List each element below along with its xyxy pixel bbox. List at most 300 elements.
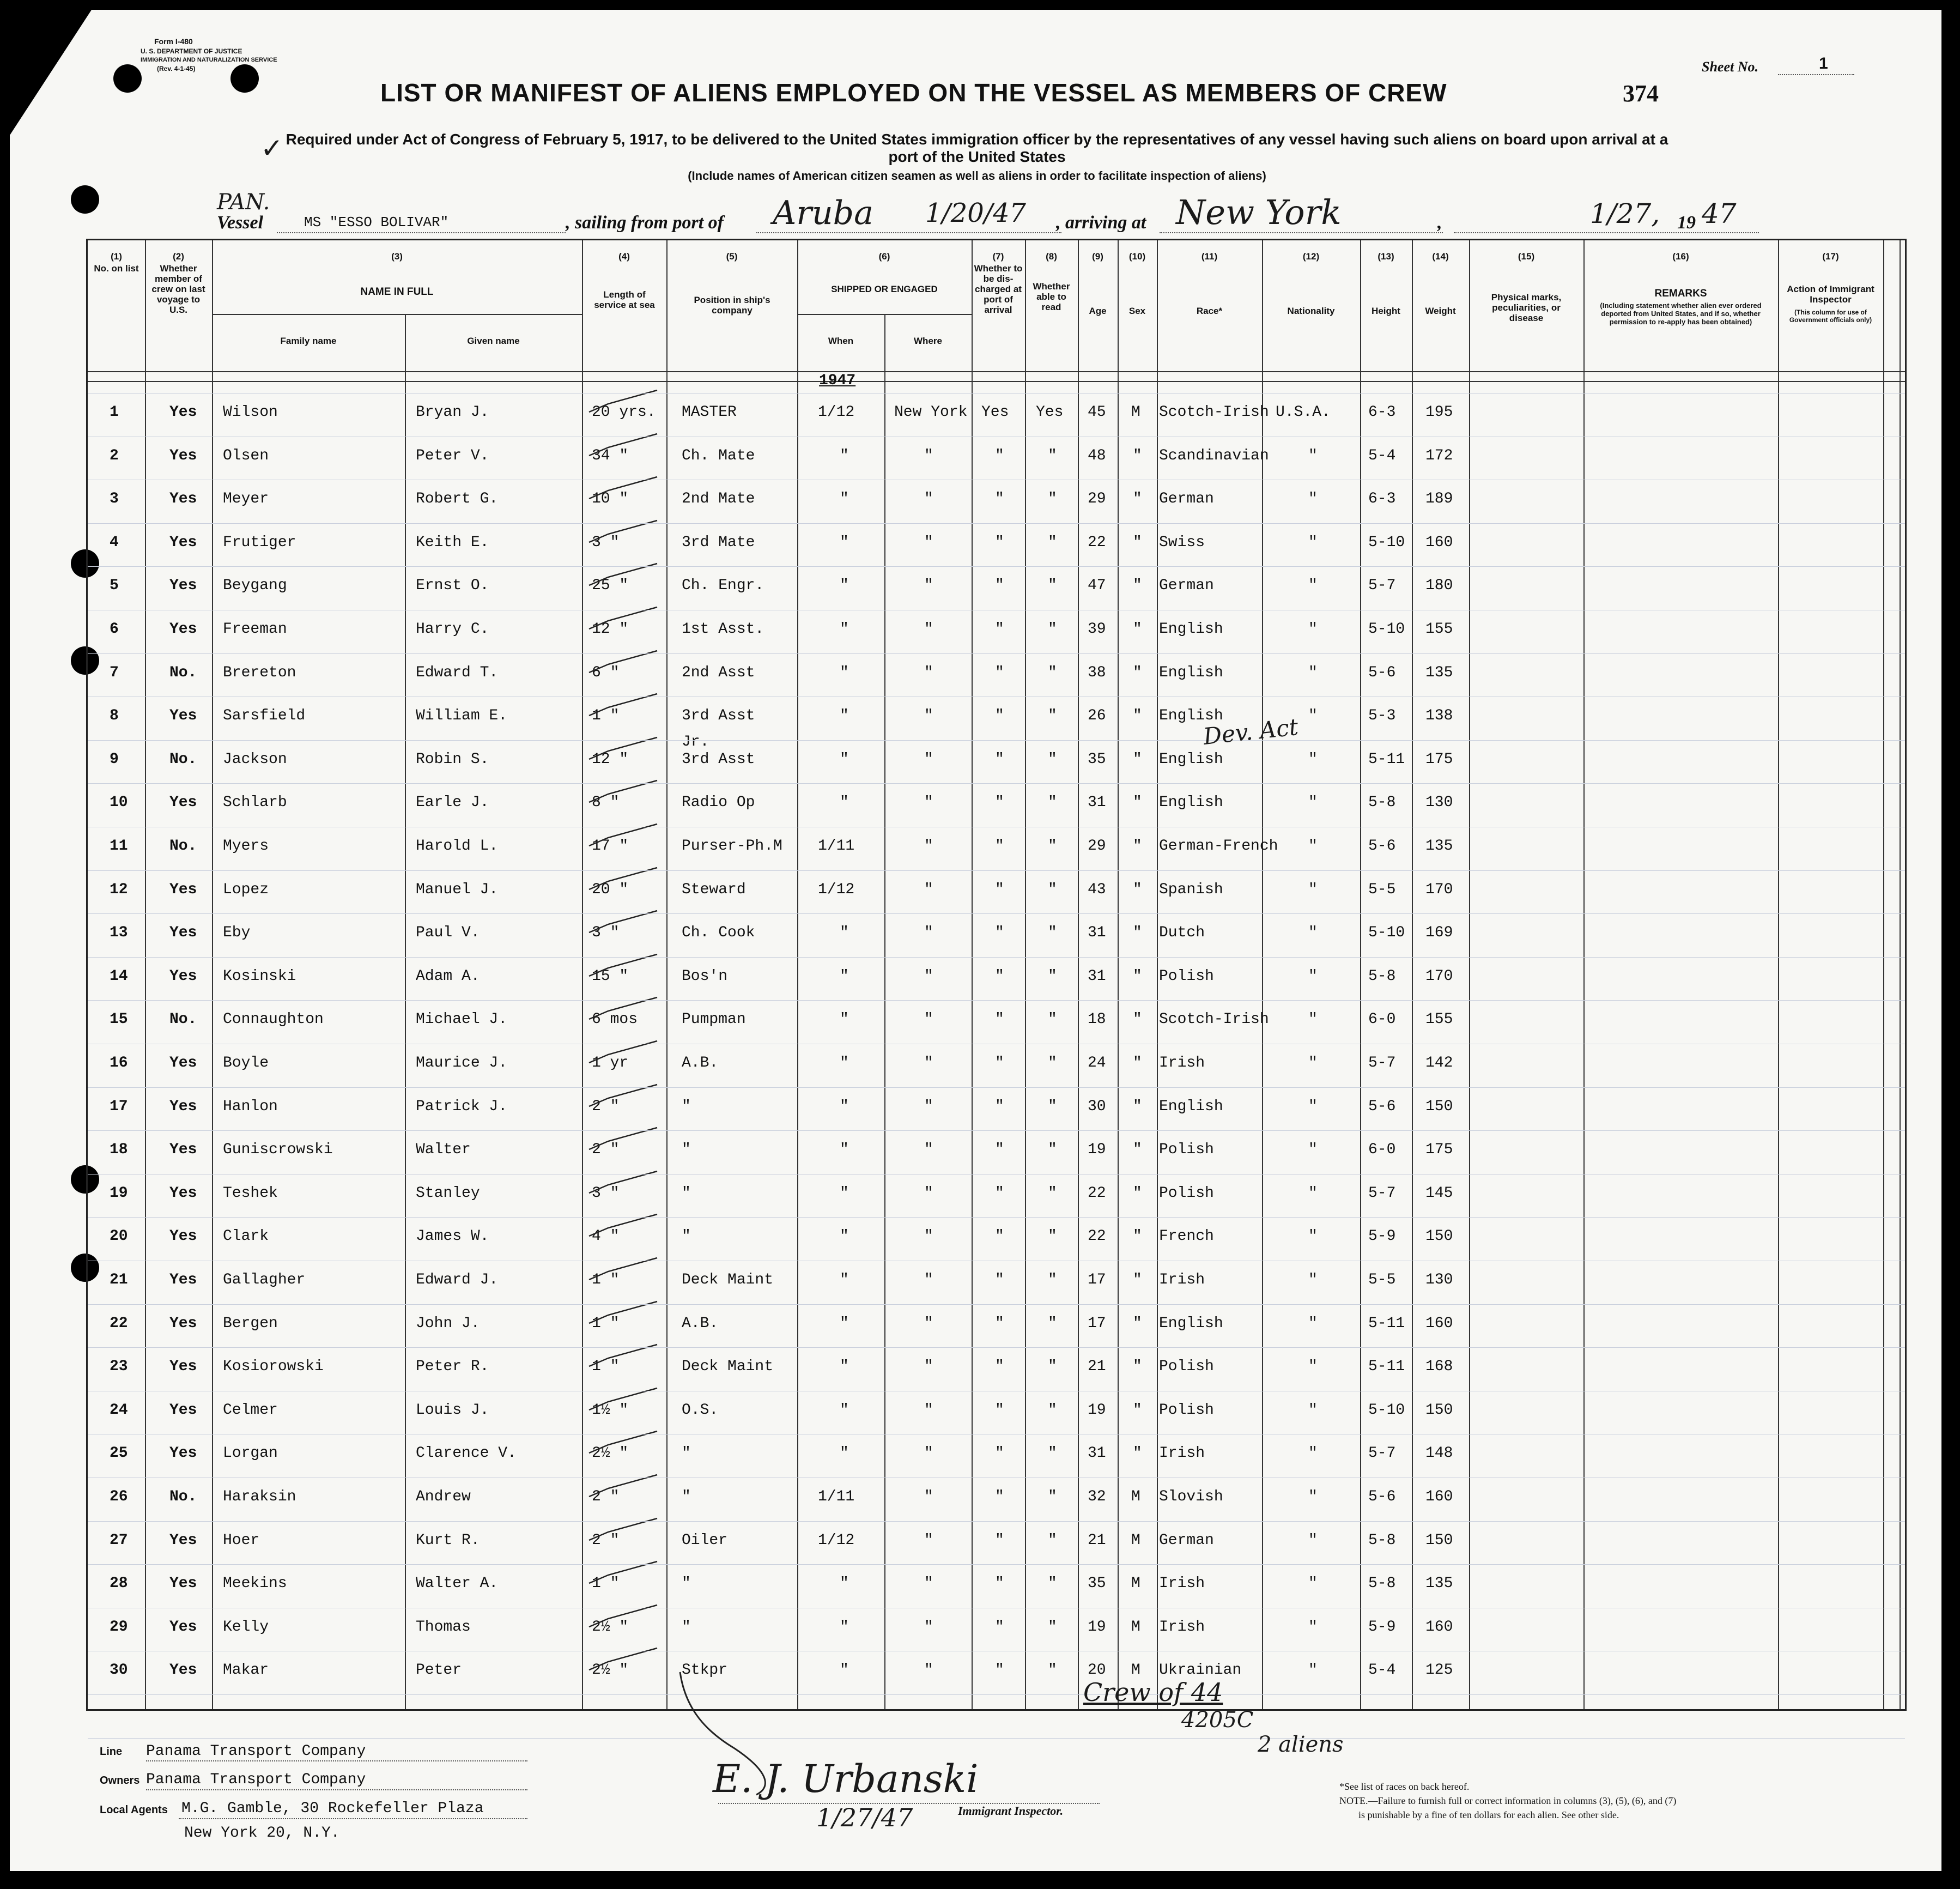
cell-family-name: Hanlon: [223, 1098, 278, 1115]
cell-family-name: Kosinski: [223, 967, 296, 985]
cell-sex: ": [1133, 1445, 1142, 1462]
cell-able-to-read: ": [1048, 1358, 1057, 1376]
cell-family-name: Guniscrowski: [223, 1141, 333, 1159]
cell-weight: 170: [1425, 967, 1453, 985]
check-tick-stroke: [586, 865, 663, 898]
cell-age: 29: [1088, 838, 1106, 855]
cell-able-to-read: ": [1048, 447, 1057, 464]
cell-discharged: ": [995, 1098, 1004, 1115]
cell-discharged: ": [995, 924, 1004, 942]
cell-able-to-read: ": [1048, 1228, 1057, 1245]
cell-shipped-where: ": [924, 447, 933, 464]
cell-last-voyage: Yes: [169, 707, 197, 725]
cell-height: 5-8: [1368, 1531, 1396, 1549]
col4-num: (4): [618, 251, 630, 262]
cell-shipped-where: ": [924, 707, 933, 725]
cell-height: 5-4: [1368, 1662, 1396, 1679]
cell-shipped-where: ": [924, 1575, 933, 1593]
cell-position: Oiler: [682, 1531, 728, 1549]
cell-last-voyage: No.: [169, 838, 197, 855]
cell-nationality: ": [1308, 1055, 1318, 1071]
cell-shipped-when: 1/11: [818, 1488, 855, 1505]
col16-header: REMARKS: [1654, 288, 1707, 299]
line-value: Panama Transport Company: [146, 1743, 366, 1760]
cell-weight: 148: [1425, 1445, 1453, 1462]
cell-height: 5-7: [1368, 1184, 1396, 1202]
cell-last-voyage: No.: [169, 1488, 197, 1505]
cell-nationality: ": [1308, 1141, 1318, 1159]
cell-age: 19: [1088, 1618, 1106, 1636]
check-tick-stroke: [586, 995, 663, 1027]
form-service: IMMIGRATION AND NATURALIZATION SERVICE: [141, 57, 277, 63]
cell-race: German: [1159, 577, 1214, 595]
cell-sex: ": [1133, 1098, 1142, 1115]
check-tick-stroke: [586, 518, 663, 550]
cell-last-voyage: Yes: [169, 1098, 197, 1115]
stamp-number: 374: [1623, 80, 1659, 107]
check-tick-stroke: [586, 1472, 663, 1505]
cell-family-name: Teshek: [223, 1184, 278, 1202]
cell-family-name: Frutiger: [223, 534, 296, 551]
cell-row-number: 13: [110, 924, 128, 942]
check-tick-stroke: [586, 778, 663, 810]
cell-age: 24: [1088, 1055, 1106, 1071]
cell-race: Irish: [1159, 1618, 1205, 1636]
cell-service-length: 1 ": [592, 1358, 620, 1376]
cell-given-name: William E.: [416, 707, 508, 725]
cell-last-voyage: No.: [169, 664, 197, 681]
col10-num: (10): [1128, 251, 1146, 262]
cell-family-name: Meekins: [223, 1575, 287, 1593]
cell-given-name: Robin S.: [416, 750, 489, 768]
cell-able-to-read: ": [1048, 577, 1057, 595]
cell-given-name: Harold L.: [416, 838, 499, 855]
cell-sex: ": [1133, 1401, 1142, 1419]
cell-race: German-French: [1159, 838, 1278, 855]
col7-num: (7): [992, 251, 1004, 262]
cell-nationality: ": [1308, 534, 1318, 551]
cell-given-name: Peter: [416, 1662, 462, 1679]
cell-able-to-read: ": [1048, 750, 1057, 768]
page-title: LIST OR MANIFEST OF ALIENS EMPLOYED ON THE VESSEL AS MEMBERS OF CREW: [380, 78, 1447, 107]
cell-service-length: 2½ ": [592, 1618, 629, 1636]
cell-last-voyage: Yes: [169, 794, 197, 812]
cell-row-number: 9: [110, 750, 119, 768]
cell-weight: 135: [1425, 1575, 1453, 1593]
ruled-line: [88, 1217, 1905, 1218]
cell-discharged: ": [995, 1575, 1004, 1593]
cell-row-number: 11: [110, 838, 128, 855]
col12-num: (12): [1302, 251, 1320, 262]
cell-able-to-read: ": [1048, 924, 1057, 942]
inspector-label: Immigrant Inspector.: [958, 1804, 1064, 1818]
subtitle-port: port of the United States: [888, 148, 1066, 165]
col8-header: Whether able to read: [1033, 281, 1070, 312]
cell-height: 5-6: [1368, 1098, 1396, 1115]
cell-nationality: ": [1308, 881, 1318, 898]
form-department: U. S. DEPARTMENT OF JUSTICE: [141, 47, 242, 55]
cell-age: 38: [1088, 664, 1106, 681]
cell-height: 6-3: [1368, 491, 1396, 508]
cell-given-name: Edward J.: [416, 1272, 499, 1288]
cell-family-name: Connaughton: [223, 1011, 324, 1028]
cell-service-length: 1 ": [592, 1575, 620, 1593]
cell-sex: M: [1131, 404, 1140, 421]
punch-hole: [113, 64, 142, 93]
cell-row-number: 10: [110, 794, 128, 812]
cell-weight: 130: [1425, 794, 1453, 812]
cell-family-name: Celmer: [223, 1401, 278, 1419]
cell-weight: 138: [1425, 707, 1453, 725]
cell-sex: ": [1133, 621, 1142, 638]
cell-weight: 150: [1425, 1228, 1453, 1245]
cell-shipped-when: ": [840, 707, 849, 725]
cell-family-name: Freeman: [223, 621, 287, 638]
cell-position: ": [682, 1445, 691, 1462]
cell-race: Polish: [1159, 1141, 1214, 1159]
cell-row-number: 3: [110, 491, 119, 508]
cell-race: English: [1159, 707, 1223, 725]
cell-discharged: ": [995, 1618, 1004, 1636]
cell-last-voyage: Yes: [169, 621, 197, 638]
cell-age: 18: [1088, 1011, 1106, 1028]
cell-shipped-where: ": [924, 794, 933, 812]
cell-row-number: 20: [110, 1228, 128, 1245]
form-number: Form I-480: [154, 37, 193, 46]
cell-row-number: 24: [110, 1401, 128, 1419]
cell-service-length: 1 ": [592, 707, 620, 725]
ruled-line: [88, 957, 1905, 958]
ruled-line: [88, 523, 1905, 524]
remark-dev-act: Dev. Act: [1202, 713, 1300, 750]
cell-age: 21: [1088, 1531, 1106, 1549]
cell-discharged: ": [995, 577, 1004, 595]
check-tick-stroke: [586, 952, 663, 984]
cell-able-to-read: ": [1048, 1575, 1057, 1593]
cell-able-to-read: ": [1048, 1618, 1057, 1636]
agents-value-1: M.G. Gamble, 30 Rockefeller Plaza: [181, 1800, 484, 1817]
cell-race: Ukrainian: [1159, 1662, 1242, 1679]
col6a-header: When: [828, 336, 854, 346]
cell-discharged: ": [995, 1531, 1004, 1549]
cell-height: 5-7: [1368, 577, 1396, 595]
cell-last-voyage: Yes: [169, 1228, 197, 1245]
cell-sex: ": [1133, 750, 1142, 768]
col3b-header: Given name: [467, 336, 520, 346]
cell-weight: 150: [1425, 1401, 1453, 1419]
cell-last-voyage: Yes: [169, 1531, 197, 1549]
cell-height: 5-10: [1368, 924, 1405, 942]
cell-nationality: ": [1308, 838, 1318, 855]
cell-given-name: Paul V.: [416, 924, 480, 942]
cell-discharged: ": [995, 881, 1004, 898]
cell-nationality: ": [1308, 1618, 1318, 1636]
cell-sex: ": [1133, 881, 1142, 898]
cell-sex: M: [1131, 1575, 1140, 1593]
cell-shipped-where: ": [924, 750, 933, 768]
cell-service-length: 4 ": [592, 1228, 620, 1245]
cell-able-to-read: ": [1048, 534, 1057, 551]
cell-given-name: Kurt R.: [416, 1531, 480, 1549]
cell-age: 19: [1088, 1401, 1106, 1419]
cell-weight: 160: [1425, 1315, 1453, 1332]
cell-shipped-when: ": [840, 1618, 849, 1636]
sailing-label: , sailing from port of: [566, 213, 724, 233]
cell-shipped-when: ": [840, 1358, 849, 1376]
cell-shipped-when: 1/12: [818, 404, 855, 421]
cell-shipped-when: ": [840, 491, 849, 508]
cell-family-name: Bergen: [223, 1315, 278, 1332]
cell-age: 26: [1088, 707, 1106, 725]
arriving-label: , arriving at: [1056, 213, 1146, 233]
cell-nationality: ": [1308, 1575, 1318, 1593]
cell-shipped-where: ": [924, 577, 933, 595]
cell-row-number: 16: [110, 1055, 128, 1071]
cell-discharged: ": [995, 1141, 1004, 1159]
check-tick-stroke: [586, 691, 663, 724]
cell-position: 1st Asst.: [682, 621, 764, 638]
cell-shipped-when: ": [840, 1272, 849, 1288]
cell-race: English: [1159, 664, 1223, 681]
cell-last-voyage: Yes: [169, 924, 197, 942]
cell-weight: 135: [1425, 838, 1453, 855]
col1-header: No. on list: [94, 263, 139, 274]
cell-age: 47: [1088, 577, 1106, 595]
cell-age: 48: [1088, 447, 1106, 464]
cell-weight: 189: [1425, 491, 1453, 508]
cell-last-voyage: Yes: [169, 534, 197, 551]
cell-shipped-when: ": [840, 621, 849, 638]
cell-able-to-read: ": [1048, 1272, 1057, 1288]
check-tick-stroke: [586, 1255, 663, 1288]
cell-weight: 172: [1425, 447, 1453, 464]
cell-able-to-read: ": [1048, 1315, 1057, 1332]
cell-service-length: 12 ": [592, 621, 629, 638]
cell-age: 31: [1088, 1445, 1106, 1462]
cell-race: Irish: [1159, 1575, 1205, 1593]
cell-given-name: John J.: [416, 1315, 480, 1332]
cell-service-length: 2 ": [592, 1488, 620, 1505]
subtitle-note: (Include names of American citizen seamen as well as aliens in order to facilitate inspection of aliens): [688, 169, 1266, 183]
cell-row-number: 12: [110, 881, 128, 898]
cell-last-voyage: Yes: [169, 1575, 197, 1593]
cell-row-number: 22: [110, 1315, 128, 1332]
cell-shipped-where: ": [924, 1141, 933, 1159]
check-tick-stroke: [586, 1602, 663, 1635]
cell-last-voyage: Yes: [169, 1184, 197, 1202]
cell-service-length: 15 ": [592, 967, 629, 985]
cell-service-length: 2 ": [592, 1098, 620, 1115]
cell-row-number: 5: [110, 577, 119, 595]
check-tick-stroke: [586, 648, 663, 681]
cell-nationality: ": [1308, 447, 1318, 464]
cell-last-voyage: Yes: [169, 1662, 197, 1679]
cell-discharged: Yes: [981, 404, 1009, 421]
cell-family-name: Jackson: [223, 750, 287, 768]
cell-shipped-where: ": [924, 664, 933, 681]
cell-age: 35: [1088, 1575, 1106, 1593]
cell-family-name: Schlarb: [223, 794, 287, 812]
cell-sex: M: [1131, 1618, 1140, 1636]
cell-given-name: Clarence V.: [416, 1445, 517, 1462]
subtitle-act: Required under Act of Congress of February 5, 1917, to be delivered to the United States immigration officer by the representatives of any vessel having such aliens on board upon arrival at a: [286, 131, 1668, 148]
cell-family-name: Haraksin: [223, 1488, 296, 1505]
ruled-line: [88, 1304, 1905, 1305]
cell-position: Deck Maint: [682, 1272, 774, 1288]
cell-weight: 175: [1425, 1141, 1453, 1159]
cell-family-name: Brereton: [223, 664, 296, 681]
form-revision: (Rev. 4-1-45): [157, 65, 196, 72]
cell-row-number: 18: [110, 1141, 128, 1159]
cell-position: Bos'n: [682, 967, 728, 985]
cell-row-number: 21: [110, 1272, 128, 1288]
cell-position: MASTER: [682, 404, 737, 421]
cell-height: 5-8: [1368, 967, 1396, 985]
cell-nationality: ": [1308, 750, 1318, 768]
cell-last-voyage: Yes: [169, 491, 197, 508]
cell-weight: 155: [1425, 621, 1453, 638]
cell-position: Ch. Mate: [682, 447, 755, 464]
cell-discharged: ": [995, 1488, 1004, 1505]
cell-race: Scotch-Irish: [1159, 404, 1269, 421]
cell-able-to-read: ": [1048, 1011, 1057, 1028]
arrival-port: New York: [1176, 192, 1342, 232]
cell-service-length: 8 ": [592, 794, 620, 812]
cell-row-number: 30: [110, 1662, 128, 1679]
ruled-line: [88, 870, 1905, 871]
cell-position: ": [682, 1098, 691, 1115]
col6b-header: Where: [914, 336, 942, 346]
cell-family-name: Sarsfield: [223, 707, 306, 725]
col8-num: (8): [1046, 251, 1057, 262]
cell-height: 5-6: [1368, 1488, 1396, 1505]
cell-able-to-read: Yes: [1036, 404, 1064, 421]
cell-last-voyage: Yes: [169, 404, 197, 421]
cell-shipped-where: ": [924, 621, 933, 638]
cell-service-length: 1 yr: [592, 1055, 629, 1071]
cell-sex: ": [1133, 794, 1142, 812]
manifest-sheet: [10, 10, 1941, 1871]
ruled-line: [88, 1694, 1905, 1695]
check-tick-stroke: [586, 1168, 663, 1201]
cell-shipped-where: ": [924, 1055, 933, 1071]
arrival-year: 47: [1702, 198, 1737, 229]
cell-age: 22: [1088, 1228, 1106, 1245]
cell-height: 5-9: [1368, 1618, 1396, 1636]
cell-last-voyage: Yes: [169, 1055, 197, 1071]
cell-position: ": [682, 1618, 691, 1636]
cell-able-to-read: ": [1048, 1488, 1057, 1505]
cell-discharged: ": [995, 1445, 1004, 1462]
ruled-line: [88, 1347, 1905, 1348]
cell-shipped-where: ": [924, 1228, 933, 1245]
ruled-line: [88, 783, 1905, 784]
cell-shipped-where: ": [924, 1098, 933, 1115]
cell-shipped-where: ": [924, 534, 933, 551]
cell-row-number: 7: [110, 664, 119, 681]
cell-weight: 160: [1425, 1488, 1453, 1505]
col11-header: Race*: [1196, 306, 1223, 316]
cell-nationality: ": [1308, 577, 1318, 595]
cell-sex: M: [1131, 1488, 1140, 1505]
cell-service-length: 20 ": [592, 881, 629, 898]
cell-shipped-when: 1/12: [818, 881, 855, 898]
cell-age: 39: [1088, 621, 1106, 638]
col15-header: Physical marks, peculiarities, or disease: [1491, 292, 1562, 323]
cell-family-name: Lopez: [223, 881, 269, 898]
cell-given-name: Harry C.: [416, 621, 489, 638]
cell-discharged: ": [995, 967, 1004, 985]
cell-position: Purser-Ph.M: [682, 838, 782, 855]
cell-given-name: Peter V.: [416, 447, 489, 464]
cell-nationality: ": [1308, 707, 1318, 725]
ruled-line: [88, 913, 1905, 914]
cell-position: ": [682, 1488, 691, 1505]
cell-height: 5-7: [1368, 1445, 1396, 1462]
ruled-line: [88, 1564, 1905, 1565]
cell-given-name: Robert G.: [416, 491, 499, 508]
col16-subheader: (Including statement whether alien ever ordered deported from United States, and if so, whether permission to re-apply has been obtained): [1600, 301, 1762, 326]
col4-header: Length of service at sea: [594, 289, 655, 310]
cell-race: Polish: [1159, 1184, 1214, 1202]
check-tick-stroke: [586, 735, 663, 767]
vessel-label: Vessel: [217, 213, 263, 233]
cell-race: Dutch: [1159, 924, 1205, 942]
cell-position: ": [682, 1228, 691, 1245]
cell-able-to-read: ": [1048, 1055, 1057, 1071]
cell-family-name: Eby: [223, 924, 251, 942]
cell-sex: ": [1133, 967, 1142, 985]
ruled-line: [88, 1000, 1905, 1001]
cell-age: 30: [1088, 1098, 1106, 1115]
cell-row-number: 1: [110, 404, 119, 421]
cell-nationality: ": [1308, 794, 1318, 812]
ruled-line: [88, 1521, 1905, 1522]
cell-sex: ": [1133, 1055, 1142, 1071]
cell-given-name: Stanley: [416, 1184, 480, 1202]
col14-header: Weight: [1425, 306, 1456, 316]
cell-age: 31: [1088, 924, 1106, 942]
cell-given-name: Adam A.: [416, 967, 480, 985]
cell-sex: ": [1133, 577, 1142, 595]
cell-weight: 170: [1425, 881, 1453, 898]
cell-weight: 142: [1425, 1055, 1453, 1071]
ruled-line: [88, 653, 1905, 654]
cell-weight: 130: [1425, 1272, 1453, 1288]
cell-race: Polish: [1159, 1401, 1214, 1419]
cell-able-to-read: ": [1048, 1184, 1057, 1202]
check-tick-stroke: [586, 1125, 663, 1158]
check-tick-stroke: [586, 908, 663, 941]
cell-sex: ": [1133, 924, 1142, 942]
cell-age: 29: [1088, 491, 1106, 508]
folded-corner: [10, 10, 92, 135]
cell-shipped-when: ": [840, 967, 849, 985]
cell-position: 3rd Asst: [682, 750, 755, 768]
col14-num: (14): [1432, 251, 1449, 262]
cell-shipped-when: ": [840, 1401, 849, 1419]
cell-age: 22: [1088, 1184, 1106, 1202]
col3-num: (3): [391, 251, 403, 262]
cell-nationality: ": [1308, 1488, 1318, 1505]
cell-family-name: Makar: [223, 1662, 269, 1679]
cell-race: English: [1159, 750, 1223, 768]
col13-num: (13): [1378, 251, 1394, 262]
cell-position: ": [682, 1141, 691, 1159]
cell-sex: ": [1133, 664, 1142, 681]
cell-weight: 168: [1425, 1358, 1453, 1376]
cell-shipped-when: ": [840, 924, 849, 942]
